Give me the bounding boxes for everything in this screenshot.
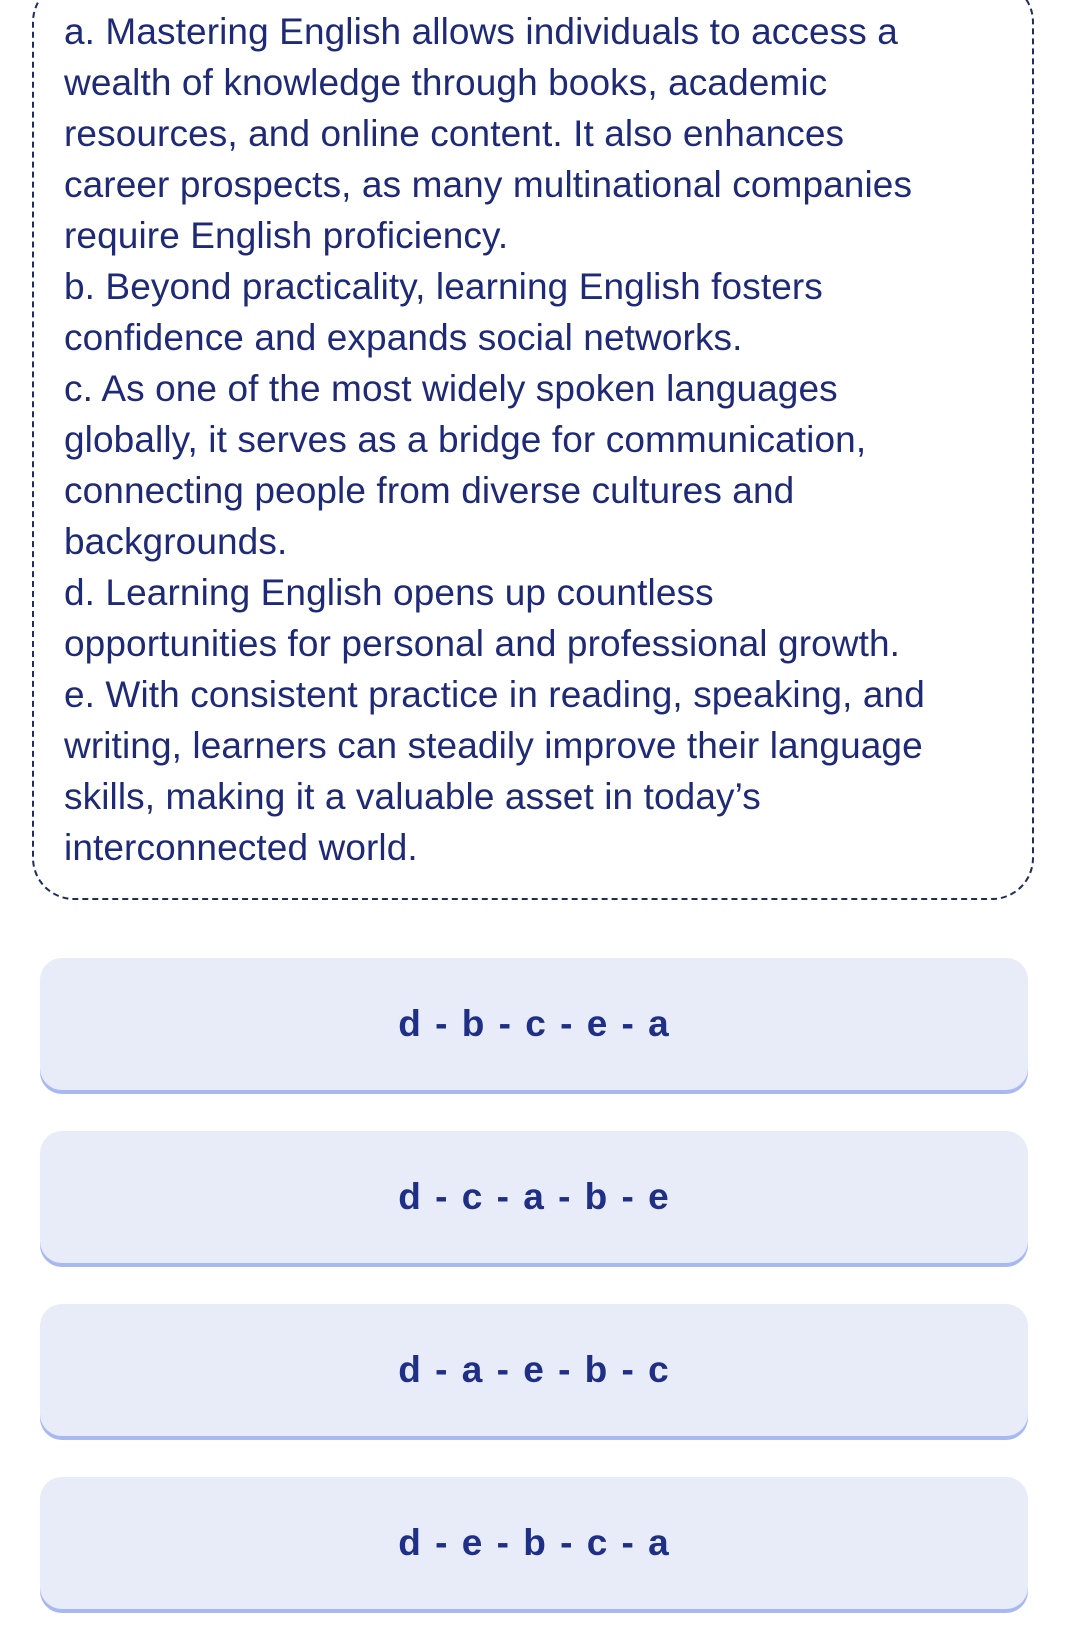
- passage-line: writing, learners can steadily improve their language: [64, 725, 923, 766]
- passage-line: career prospects, as many multinational companies: [64, 164, 913, 205]
- answer-option-label: d - c - a - b - e: [398, 1176, 670, 1217]
- answer-option-label: d - e - b - c - a: [398, 1522, 670, 1563]
- passage-line: globally, it serves as a bridge for communication,: [64, 419, 867, 460]
- answer-option-3[interactable]: [40, 1304, 1028, 1436]
- passage-line: confidence and expands social networks.: [64, 317, 743, 358]
- passage-line: interconnected world.: [64, 827, 418, 868]
- passage-text: [64, 6, 1024, 873]
- passage-line: opportunities for personal and professional growth.: [64, 623, 901, 664]
- answer-option-label: d - a - e - b - c: [398, 1349, 670, 1390]
- passage-line: backgrounds.: [64, 521, 288, 562]
- passage-line: e. With consistent practice in reading, speaking, and: [64, 674, 925, 715]
- passage-line: connecting people from diverse cultures and: [64, 470, 795, 511]
- passage-line: skills, making it a valuable asset in today’s: [64, 776, 761, 817]
- passage-line: d. Learning English opens up countless: [64, 572, 714, 613]
- passage-line: b. Beyond practicality, learning English fosters: [64, 266, 823, 307]
- answer-option-label: d - b - c - e - a: [398, 1003, 670, 1044]
- answer-option-2[interactable]: [40, 1131, 1028, 1263]
- answer-option-4[interactable]: [40, 1477, 1028, 1609]
- passage-line: c. As one of the most widely spoken languages: [64, 368, 838, 409]
- passage-line: resources, and online content. It also enhances: [64, 113, 845, 154]
- answer-option-1[interactable]: [40, 958, 1028, 1090]
- passage-line: a. Mastering English allows individuals to access a: [64, 11, 898, 52]
- passage-line: wealth of knowledge through books, academic: [64, 62, 828, 103]
- passage-line: require English proficiency.: [64, 215, 509, 256]
